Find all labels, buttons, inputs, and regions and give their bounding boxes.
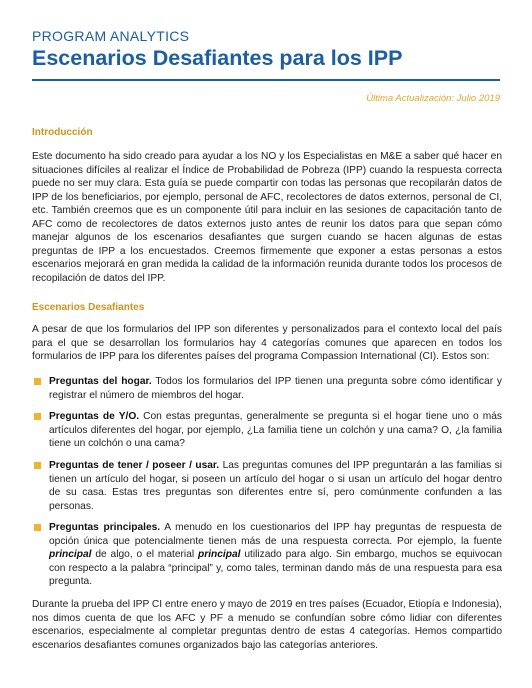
title-divider (32, 79, 500, 81)
bullet-body: Todos los formularios del IPP tienen una pregunta sobre cómo identificar y registrar el número de miembros del hogar. (49, 376, 503, 401)
emphasis-principal: principal (49, 549, 92, 560)
intro-body: Este documento ha sido creado para ayudar a los NO y los Especialistas en M&E a saber qué hacer en situaciones difíciles al realizar el Índice de Probabilidad de Pobreza (IPP) cuando la respuesta correcta puede no ser muy clara. Esta guía se puede compartir con todas las personas que recopilarán datos de IPP de los beneficiarios, por ejemplo, personal de AFC, recolectores de datos externos, personal de CI, etc. También creemos que es un componente útil para incluir en las sesiones de capacitación tanto de AFC como de recolectores de datos externos justo antes de reunir los datos para que sepan cómo manejar algunos de los escenarios desafiantes que surgen cuando se hacen algunas de estas preguntas de IPP a los encuestados. Creemos firmemente que exponer a estas personas a estos escenarios mejorará en gran medida la calidad de la información reunida durante todos los procesos de recopilación de datos del IPP. (32, 151, 502, 284)
bullet-text (49, 459, 502, 513)
bullet-body: Las preguntas comunes del IPP preguntarán a las familias si tienen un artículo del hogar, si poseen un artículo del hogar o si usan un artículo del hogar dentro de su casa. Estas tres preguntas son diferentes entre sí, pero comúnmente confunden a las personas. (49, 460, 502, 512)
emphasis-principal: principal (198, 549, 241, 560)
bullet-text (49, 375, 502, 402)
last-updated: Última Actualización: Julio 2019 (366, 93, 500, 104)
page-title: Escenarios Desafiantes para los IPP (32, 46, 403, 70)
bullet-square-icon (34, 413, 41, 420)
bullet-square-icon (34, 524, 41, 531)
scenarios-heading: Escenarios Desafiantes (32, 302, 145, 313)
bullet-label: Preguntas principales. (49, 522, 161, 533)
bullet-household (32, 375, 502, 402)
bullet-label: Preguntas del hogar. (49, 376, 152, 387)
bullet-and-or (32, 410, 502, 451)
bullet-square-icon (34, 462, 41, 469)
bullet-have-own-use (32, 459, 502, 513)
bullet-text (49, 410, 502, 451)
intro-heading: Introducción (32, 127, 93, 138)
bullet-square-icon (34, 378, 41, 385)
bullet-body: A menudo en los cuestionarios del IPP hay preguntas de respuesta de opción única que potencialmente tienen más de una respuesta correcta. Por ejemplo, la fuente (49, 522, 502, 547)
bullet-body: de algo, o el material (91, 549, 198, 560)
program-kicker: PROGRAM ANALYTICS (32, 28, 190, 44)
bullet-body: Con estas preguntas, generalmente se pregunta si el hogar tiene uno o más artículos diferentes del hogar, por ejemplo, ¿La familia tiene un colchón y una cama? O, ¿la familia tiene un colchón o una cama? (49, 411, 502, 449)
bullet-text (49, 521, 502, 589)
bullet-label: Preguntas de Y/O. (49, 411, 140, 422)
bullet-label: Preguntas de tener / poseer / usar. (49, 460, 220, 471)
bullet-body: utilizado para algo. Sin embargo, muchos se equivocan con respecto a la palabra “principal” y, como tales, terminan dando más de una respuesta para esa pregunta. (49, 549, 503, 587)
scenarios-lead: A pesar de que los formularios del IPP son diferentes y personalizados para el contexto local del país para el que se desarrollan los formularios hay 4 categorías comunes que aparecen en todos los formularios de IPP para los diferentes países del programa Compassion International (CI). Estos son: (32, 324, 502, 362)
closing-paragraph: Durante la prueba del IPP CI entre enero y mayo de 2019 en tres países (Ecuador, Etiopía e Indonesia), nos dimos cuenta de que los AFC y PF a menudo se confundían sobre cómo lidiar con diferentes escenarios, especialmente al completar preguntas dentro de estas 4 categorías. Hemos compartido escenarios desafiantes comunes organizados bajo las categorías anteriores. (32, 599, 502, 651)
bullet-main-questions (32, 521, 502, 589)
